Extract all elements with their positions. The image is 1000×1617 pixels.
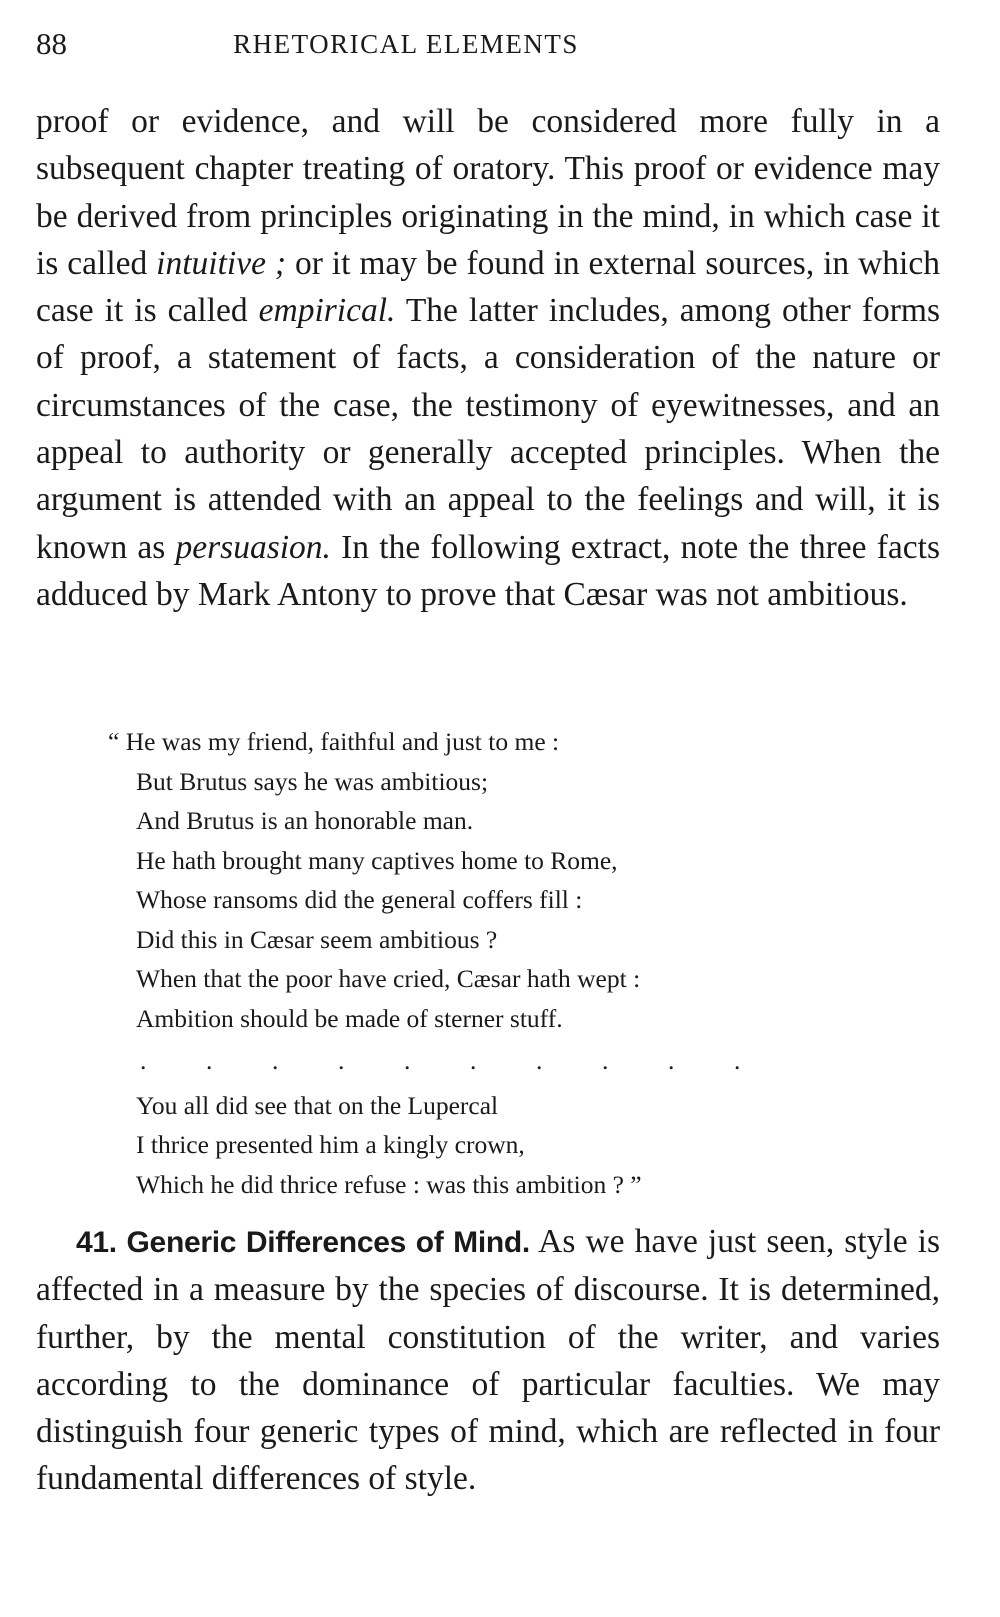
omission-dot: . <box>668 1046 675 1075</box>
paragraph-text: In the following extract, note the three facts adduced by Mark Antony to prove that Cæsar was not ambitious. <box>36 528 940 613</box>
quote-line: When that the poor have cried, Cæsar hath wept : <box>136 964 641 993</box>
omission-dot: . <box>140 1046 147 1075</box>
omission-dot: . <box>734 1046 741 1075</box>
antony-speech-quote <box>108 722 908 1204</box>
quote-line: Ambition should be made of sterner stuff. <box>136 1003 563 1033</box>
paragraph-text: proof or evidence, and will be considered more fully in a subsequent chapter treating of oratory. This proof or evidence may be derived from principles originating in the mind, in which case it is called <box>36 103 940 282</box>
quote-line: Whose ransoms did the general coffers fill : <box>136 885 583 914</box>
running-head: RHETORICAL ELEMENTS <box>233 29 579 59</box>
quote-line: “ He was my friend, faithful and just to me : <box>108 727 560 756</box>
omission-dot: . <box>404 1046 411 1075</box>
paragraph-proof-evidence <box>36 98 940 618</box>
section-heading: 41. Generic Differences of Mind. <box>76 1226 530 1259</box>
quote-line: He hath brought many captives home to Rome, <box>136 845 618 875</box>
quote-omission-dots <box>108 1038 908 1078</box>
section-body-text: As we have just seen, style is affected in a measure by the species of discourse. It is determined, further, by the mental constitution of the writer, and varies according to the dominance of particular faculties. We may distinguish four generic types of mind, which are reflected in four fundamental differences of style. <box>36 1223 940 1498</box>
quote-line: Did this in Cæsar seem ambitious ? <box>136 924 498 954</box>
paragraph-text: The latter includes, among other forms of proof, a statement of facts, a consideration of the nature or circumstances of the case, the testimony of eyewitnesses, and an appeal to authority or generally accepted principles. When the argument is attended with an appeal to the feelings and will, it is known as <box>36 292 940 566</box>
omission-dot: . <box>206 1046 213 1075</box>
omission-dot: . <box>470 1046 477 1075</box>
quote-line: Which he did thrice refuse : was this ambition ? ” <box>136 1169 642 1199</box>
omission-dot: . <box>338 1046 345 1075</box>
term-intuitive: intuitive ; <box>156 244 287 282</box>
omission-dot: . <box>272 1046 279 1075</box>
quote-line: But Brutus says he was ambitious; <box>136 766 489 796</box>
section-41 <box>36 1218 940 1503</box>
omission-dot: . <box>602 1046 609 1075</box>
term-persuasion: persuasion. <box>175 528 331 566</box>
term-empirical: empirical. <box>258 292 396 330</box>
page-header <box>36 20 940 68</box>
quote-line: I thrice presented him a kingly crown, <box>136 1130 525 1159</box>
paragraph-text: or it may be found in external sources, in which case it is called <box>36 244 940 330</box>
page-number: 88 <box>36 26 67 61</box>
quote-line: And Brutus is an honorable man. <box>136 806 474 835</box>
quote-line: You all did see that on the Lupercal <box>136 1090 499 1120</box>
omission-dot: . <box>536 1046 543 1075</box>
